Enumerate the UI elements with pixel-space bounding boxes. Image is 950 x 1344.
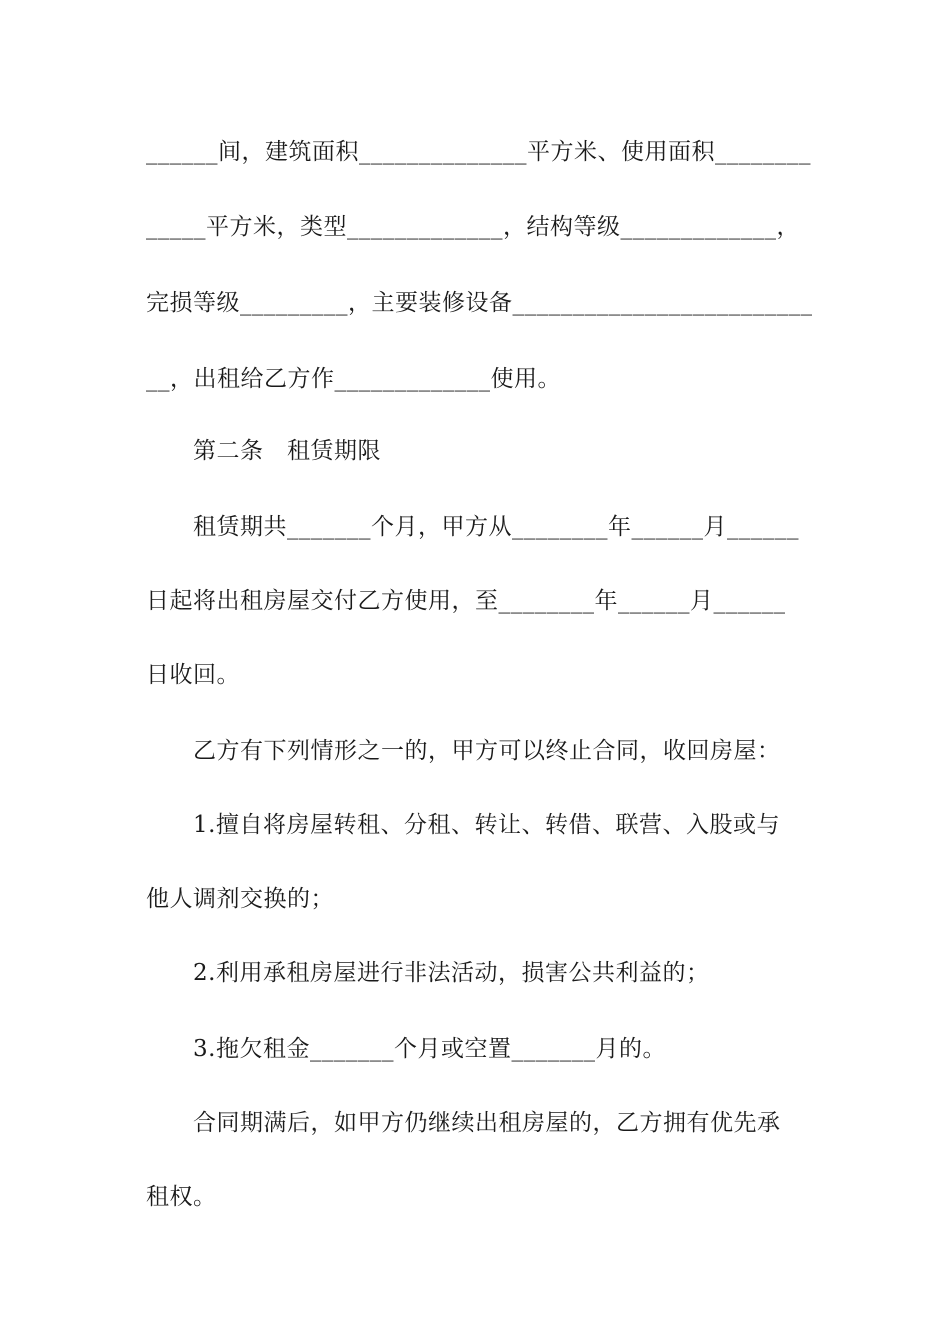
paragraph-line: ______间，建筑面积______________平方米、使用面积________ (146, 139, 811, 165)
paragraph-line: _____平方米，类型_____________，结构等级_____________， (146, 214, 800, 240)
list-item: 1.擅自将房屋转租、分租、转让、转借、联营、入股或与 (193, 812, 780, 838)
paragraph-line: 完损等级_________，主要装修设备_________________________ (146, 290, 813, 316)
list-item: 2.利用承租房屋进行非法活动，损害公共利益的； (193, 960, 710, 986)
paragraph-line: 租赁期共_______个月，甲方从________年______月______ (193, 514, 799, 540)
section-heading: 第二条 租赁期限 (193, 438, 381, 464)
list-item: 3.拖欠租金_______个月或空置_______月的。 (193, 1036, 666, 1062)
list-item-continuation: 他人调剂交换的； (146, 886, 334, 912)
paragraph-line: __，出租给乙方作_____________使用。 (146, 366, 561, 392)
paragraph-line: 租权。 (146, 1184, 217, 1210)
paragraph-line: 日起将出租房屋交付乙方使用，至________年______月______ (146, 588, 786, 614)
paragraph-line: 合同期满后，如甲方仍继续出租房屋的，乙方拥有优先承 (193, 1110, 781, 1136)
paragraph-line: 乙方有下列情形之一的，甲方可以终止合同，收回房屋： (193, 738, 781, 764)
paragraph-line: 日收回。 (146, 662, 240, 688)
